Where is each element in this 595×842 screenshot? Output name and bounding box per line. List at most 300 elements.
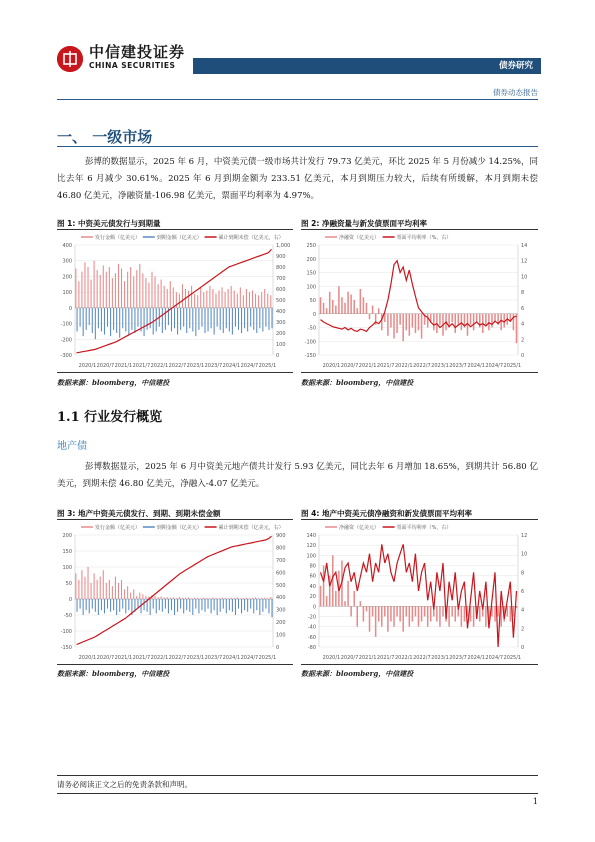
issuance-bar <box>270 597 271 599</box>
legend-label: 票面平均利率（%，右） <box>396 525 452 531</box>
y-tick-label: -200 <box>60 337 72 344</box>
x-tick-label: 2022/7 <box>168 655 187 661</box>
net-financing-bar <box>421 606 423 621</box>
issuance-bar <box>142 594 143 599</box>
y2-tick-label: 0 <box>521 353 525 359</box>
issuance-bar <box>234 291 235 308</box>
maturity-bar <box>174 308 175 328</box>
net-financing-bar <box>439 606 441 626</box>
x-tick-label: 2020/1 <box>78 363 97 369</box>
x-tick-label: 2020/1 <box>78 655 97 661</box>
issuance-bar <box>218 291 219 308</box>
net-financing-bar <box>436 606 438 621</box>
legend-label: 到期金额（亿美元） <box>156 235 202 241</box>
y2-tick-label: 200 <box>276 331 286 337</box>
y-tick-label: 150 <box>62 549 72 555</box>
maturity-bar <box>235 599 236 615</box>
y2-tick-label: 12 <box>521 533 528 539</box>
subsection-subtitle: 地产债 <box>57 441 87 452</box>
figure1-source: 数据来源：bloomberg，中信建投 <box>57 378 170 387</box>
issuance-bar <box>240 287 241 307</box>
issuance-bar <box>158 284 159 308</box>
maturity-bar <box>144 599 145 610</box>
maturity-bar <box>95 599 96 612</box>
y-tick-label: -50 <box>307 325 316 332</box>
issuance-bar <box>231 598 232 599</box>
maturity-bar <box>271 599 272 617</box>
report-type: 债券动态报告 <box>493 88 538 97</box>
figure1-title: 图 1: 中资美元债发行与到期量 <box>57 219 161 228</box>
net-financing-bar <box>402 314 404 342</box>
y2-tick-label: 0 <box>276 353 280 359</box>
y2-tick-label: 4 <box>521 321 525 328</box>
net-financing-bar <box>494 606 496 621</box>
issuance-bar <box>249 598 250 599</box>
fig4-bottom-rule <box>301 664 538 665</box>
issuance-bar <box>103 570 104 599</box>
issuance-bar <box>145 596 146 599</box>
maturity-bar <box>77 308 78 332</box>
footer-disclaimer: 请务必阅读正文之后的免责条款和声明。 <box>57 780 192 789</box>
y2-tick-label: 900 <box>276 533 286 539</box>
maturity-bar <box>229 599 230 610</box>
issuance-bar <box>94 261 95 308</box>
net-financing-bar <box>488 314 490 331</box>
section11-paragraph: 彭博数据显示，2025 年 6 月中资美元地产债共计发行 5.93 亿美元，同比去年 6 月增加 18.65%，到期共计 56.80 亿美元，到期未偿 46.80 亿美元，净融入-4.07 亿美元。 <box>57 462 538 489</box>
issuance-bar <box>127 272 128 308</box>
issuance-bar <box>234 598 235 599</box>
y-tick-label: -40 <box>307 624 316 631</box>
issuance-bar <box>270 295 271 308</box>
y2-tick-label: 700 <box>276 276 286 282</box>
header-bar <box>193 58 541 74</box>
maturity-bar <box>247 308 248 332</box>
maturity-bar <box>259 308 260 328</box>
issuance-bar <box>121 269 122 308</box>
y-tick-label: -300 <box>60 353 72 359</box>
net-financing-bar <box>485 314 487 325</box>
y-tick-label: 120 <box>306 543 316 550</box>
issuance-bar <box>97 580 98 599</box>
issuance-bar <box>203 598 204 599</box>
y2-tick-label: 300 <box>276 607 286 614</box>
maturity-bar <box>165 599 166 609</box>
logo-cn: 中信建投证券 <box>89 43 186 61</box>
y-tick-label: 150 <box>306 270 316 277</box>
issuance-bar <box>78 281 79 308</box>
maturity-bar <box>147 308 148 330</box>
header-divider <box>57 99 538 100</box>
net-financing-bar <box>326 596 328 606</box>
maturity-bar <box>92 308 93 333</box>
maturity-bar <box>95 308 96 339</box>
x-tick-label: 2021/1 <box>358 655 377 661</box>
maturity-bar <box>104 599 105 613</box>
fig3-bottom-rule <box>57 664 293 665</box>
issuance-bar <box>246 289 247 308</box>
issuance-bar <box>240 598 241 599</box>
x-tick-label: 2023/1 <box>431 655 449 661</box>
maturity-bar <box>250 599 251 609</box>
issuance-bar <box>170 281 171 308</box>
y2-tick-label: 4 <box>521 607 525 614</box>
issuance-bar <box>167 289 168 308</box>
issuance-bar <box>109 580 110 599</box>
issuance-bar <box>100 577 101 599</box>
fig2-rule <box>301 229 538 230</box>
maturity-bar <box>247 599 248 612</box>
x-tick-label: 2022/1 <box>150 363 169 369</box>
maturity-bar <box>238 308 239 330</box>
y2-tick-label: 8 <box>521 290 525 297</box>
maturity-bar <box>80 599 81 609</box>
maturity-bar <box>268 308 269 330</box>
issuance-bar <box>182 284 183 308</box>
fig4-rule <box>301 519 538 520</box>
figure4-source: 数据来源：bloomberg，中信建投 <box>301 669 414 678</box>
maturity-bar <box>195 308 196 336</box>
net-financing-bar <box>347 581 349 606</box>
issuance-bar <box>215 294 216 308</box>
maturity-bar <box>198 308 199 330</box>
chart-4-svg <box>301 521 538 663</box>
issuance-bar <box>106 272 107 308</box>
maturity-bar <box>116 599 117 615</box>
issuance-bar <box>222 598 223 599</box>
maturity-bar <box>162 308 163 333</box>
issuance-bar <box>148 283 149 308</box>
issuance-bar <box>84 262 85 308</box>
issuance-bar <box>191 598 192 599</box>
net-financing-bar <box>344 303 346 314</box>
issuance-bar <box>118 583 119 599</box>
figure4-title: 图 4: 地产中资美元债净融资和新发债票面平均利率 <box>301 509 472 518</box>
net-financing-bar <box>357 308 359 314</box>
issuance-bar <box>258 598 259 599</box>
y2-tick-label: 100 <box>276 632 286 639</box>
y-tick-label: 0 <box>312 604 316 611</box>
y-tick-label: 0 <box>312 311 316 318</box>
x-tick-label: 2020/7 <box>340 655 359 661</box>
y-tick-label: -50 <box>63 613 72 619</box>
net-financing-bar <box>418 314 420 331</box>
maturity-bar <box>107 599 108 609</box>
issuance-bar <box>75 269 76 308</box>
y-tick-label: 200 <box>62 274 72 281</box>
net-financing-bar <box>399 314 401 325</box>
maturity-bar <box>83 308 84 336</box>
issuance-bar <box>237 597 238 599</box>
coupon-line <box>321 544 517 647</box>
maturity-bar <box>265 599 266 609</box>
legend-label: 票面平均利率（%，右） <box>396 235 452 241</box>
net-financing-bar <box>335 591 337 606</box>
maturity-bar <box>271 308 272 328</box>
x-tick-label: 2024/1 <box>467 363 485 369</box>
issuance-bar <box>84 577 85 599</box>
fig3-rule <box>57 519 293 520</box>
y2-tick-label: 0 <box>276 645 280 651</box>
net-financing-bar <box>485 606 487 626</box>
issuance-bar <box>222 287 223 307</box>
y-tick-label: -60 <box>307 634 316 641</box>
net-financing-bar <box>405 606 407 616</box>
chart-3 <box>57 521 293 663</box>
y2-tick-label: 400 <box>276 309 286 315</box>
net-financing-bar <box>439 314 441 325</box>
issuance-bar <box>264 289 265 308</box>
x-tick-label: 2023/7 <box>449 655 467 661</box>
maturity-bar <box>265 308 266 327</box>
maturity-bar <box>89 599 90 613</box>
net-financing-bar <box>320 586 322 606</box>
maturity-bar <box>238 599 239 609</box>
issuance-bar <box>115 273 116 308</box>
issuance-bar <box>173 597 174 599</box>
maturity-bar <box>119 308 120 338</box>
maturity-bar <box>89 308 90 325</box>
net-financing-bar <box>384 606 386 616</box>
net-financing-bar <box>427 314 429 328</box>
y-tick-label: 50 <box>309 298 316 304</box>
maturity-bar <box>220 308 221 330</box>
issuance-bar <box>167 597 168 599</box>
y2-tick-label: 600 <box>276 287 286 293</box>
issuance-bar <box>225 292 226 308</box>
maturity-bar <box>189 308 190 328</box>
issuance-bar <box>252 291 253 308</box>
net-financing-bar <box>497 606 499 616</box>
maturity-bar <box>235 308 236 327</box>
maturity-bar <box>125 308 126 332</box>
net-financing-bar <box>335 306 337 314</box>
net-financing-bar <box>430 606 432 621</box>
y-tick-label: 100 <box>306 553 316 560</box>
issuance-bar <box>243 295 244 308</box>
y2-tick-label: 100 <box>276 342 286 348</box>
issuance-bar <box>124 281 125 308</box>
issuance-bar <box>203 292 204 308</box>
maturity-bar <box>183 599 184 613</box>
net-financing-bar <box>491 314 493 328</box>
maturity-bar <box>198 599 199 613</box>
x-tick-label: 2024/7 <box>240 363 259 369</box>
y2-tick-label: 700 <box>276 557 286 564</box>
x-tick-label: 2022/1 <box>394 363 413 369</box>
net-financing-bar <box>375 606 377 637</box>
net-financing-bar <box>387 314 389 336</box>
net-financing-bar <box>415 314 417 333</box>
x-tick-label: 2020/1 <box>322 363 341 369</box>
issuance-bar <box>133 276 134 307</box>
maturity-bar <box>113 308 114 330</box>
y-tick-label: 0 <box>68 305 72 312</box>
net-financing-bar <box>363 297 365 314</box>
y-tick-label: 100 <box>62 565 72 571</box>
maturity-bar <box>156 599 157 613</box>
net-financing-bar <box>381 314 383 331</box>
maturity-bar <box>177 308 178 335</box>
maturity-bar <box>214 599 215 610</box>
y-tick-label: -100 <box>304 339 316 346</box>
net-financing-bar <box>396 314 398 333</box>
net-financing-bar <box>513 606 515 616</box>
issuance-bar <box>142 273 143 308</box>
net-financing-bar <box>500 314 502 331</box>
maturity-bar <box>150 308 151 328</box>
maturity-bar <box>192 599 193 615</box>
issuance-bar <box>94 573 95 599</box>
maturity-bar <box>232 599 233 612</box>
maturity-bar <box>110 308 111 336</box>
issuance-bar <box>209 286 210 308</box>
net-financing-bar <box>442 606 444 616</box>
net-financing-bar <box>381 606 383 626</box>
x-tick-label: 2020/7 <box>96 655 115 661</box>
issuance-bar <box>91 280 92 308</box>
maturity-bar <box>128 599 129 610</box>
y-tick-label: 0 <box>68 597 72 603</box>
net-financing-bar <box>510 606 512 621</box>
y-tick-label: -150 <box>304 353 316 359</box>
footer-divider-2 <box>57 793 538 794</box>
company-logo-icon <box>57 46 83 72</box>
issuance-bar <box>261 292 262 308</box>
x-tick-label: 2020/7 <box>96 363 115 369</box>
net-financing-bar <box>372 606 374 616</box>
maturity-bar <box>98 308 99 328</box>
maturity-bar <box>150 599 151 615</box>
net-financing-bar <box>353 591 355 606</box>
y2-tick-label: 800 <box>276 265 286 271</box>
net-financing-bar <box>415 606 417 616</box>
logo-en: CHINA SECURITIES <box>89 61 176 70</box>
maturity-bar <box>101 599 102 610</box>
issuance-bar <box>118 264 119 308</box>
issuance-bar <box>87 267 88 308</box>
maturity-bar <box>134 308 135 333</box>
maturity-bar <box>180 599 181 609</box>
issuance-bar <box>87 567 88 599</box>
y-tick-label: 200 <box>306 256 316 263</box>
maturity-bar <box>186 308 187 333</box>
net-financing-bar <box>357 606 359 626</box>
net-financing-bar <box>473 606 475 626</box>
maturity-bar <box>232 308 233 335</box>
y2-tick-label: 800 <box>276 545 286 552</box>
x-tick-label: 2020/7 <box>340 363 359 369</box>
maturity-bar <box>256 308 257 333</box>
maturity-bar <box>86 308 87 330</box>
net-financing-bar <box>387 606 389 631</box>
chart-2-svg <box>301 231 538 371</box>
maturity-bar <box>262 308 263 332</box>
y-tick-label: -20 <box>307 614 316 621</box>
x-tick-label: 2021/7 <box>132 655 151 661</box>
y2-tick-label: 2 <box>521 337 525 344</box>
chart-1-svg <box>57 231 293 371</box>
y2-tick-label: 1,000 <box>276 243 291 249</box>
issuance-bar <box>267 294 268 308</box>
issuance-bar <box>215 598 216 599</box>
issuance-bar <box>206 598 207 599</box>
net-financing-bar <box>448 606 450 626</box>
maturity-bar <box>201 599 202 610</box>
figure3-title: 图 3: 地产中资美元债发行、到期、到期未偿金额 <box>57 509 221 518</box>
net-financing-bar <box>424 606 426 616</box>
maturity-bar <box>180 308 181 330</box>
issuance-bar <box>206 291 207 308</box>
y-tick-label: 50 <box>65 581 72 587</box>
issuance-bar <box>237 294 238 308</box>
maturity-bar <box>77 599 78 612</box>
legend-label: 净融资（亿美元） <box>339 525 380 531</box>
net-financing-bar <box>461 606 463 626</box>
net-financing-bar <box>347 292 349 314</box>
issuance-bar <box>81 570 82 599</box>
net-financing-bar <box>507 606 509 616</box>
net-financing-bar <box>464 606 466 621</box>
issuance-bar <box>228 289 229 308</box>
issuance-bar <box>188 597 189 599</box>
y-tick-label: 140 <box>306 533 316 539</box>
issuance-bar <box>267 598 268 599</box>
figure2-source: 数据来源：bloomberg，中信建投 <box>301 378 414 387</box>
issuance-bar <box>246 598 247 599</box>
issuance-bar <box>255 597 256 599</box>
maturity-bar <box>104 308 105 335</box>
x-tick-label: 2024/7 <box>485 363 504 369</box>
issuance-bar <box>130 593 131 599</box>
x-tick-label: 2020/1 <box>322 655 341 661</box>
x-tick-label: 2025/1 <box>503 363 522 369</box>
issuance-bar <box>173 287 174 307</box>
maturity-bar <box>101 308 102 332</box>
y2-tick-label: 200 <box>276 620 286 627</box>
y2-tick-label: 400 <box>276 595 286 602</box>
maturity-bar <box>159 599 160 610</box>
x-tick-label: 2024/7 <box>240 655 259 661</box>
y-tick-label: 60 <box>309 573 316 580</box>
x-tick-label: 2022/1 <box>150 655 169 661</box>
issuance-bar <box>145 278 146 308</box>
figure2-title: 图 2: 净融资量与新发债票面平均利率 <box>301 219 427 228</box>
net-financing-bar <box>433 314 435 331</box>
fig1-rule <box>57 229 293 230</box>
y-tick-label: -100 <box>60 321 72 328</box>
issuance-bar <box>197 295 198 308</box>
maturity-bar <box>220 599 221 612</box>
net-financing-bar <box>341 297 343 314</box>
issuance-bar <box>130 267 131 308</box>
cumulative-line <box>77 536 272 644</box>
chart-1 <box>57 231 293 371</box>
x-tick-label: 2024/1 <box>222 363 241 369</box>
issuance-bar <box>258 295 259 308</box>
net-financing-bar <box>366 303 368 314</box>
issuance-bar <box>124 589 125 599</box>
footer-divider <box>57 775 538 776</box>
maturity-bar <box>183 308 184 327</box>
y-tick-label: -80 <box>307 645 316 651</box>
net-financing-bar <box>353 300 355 314</box>
issuance-bar <box>212 289 213 308</box>
x-tick-label: 2023/1 <box>186 655 205 661</box>
issuance-bar <box>243 598 244 599</box>
issuance-bar <box>200 598 201 599</box>
issuance-bar <box>161 596 162 599</box>
net-financing-bar <box>372 306 374 314</box>
